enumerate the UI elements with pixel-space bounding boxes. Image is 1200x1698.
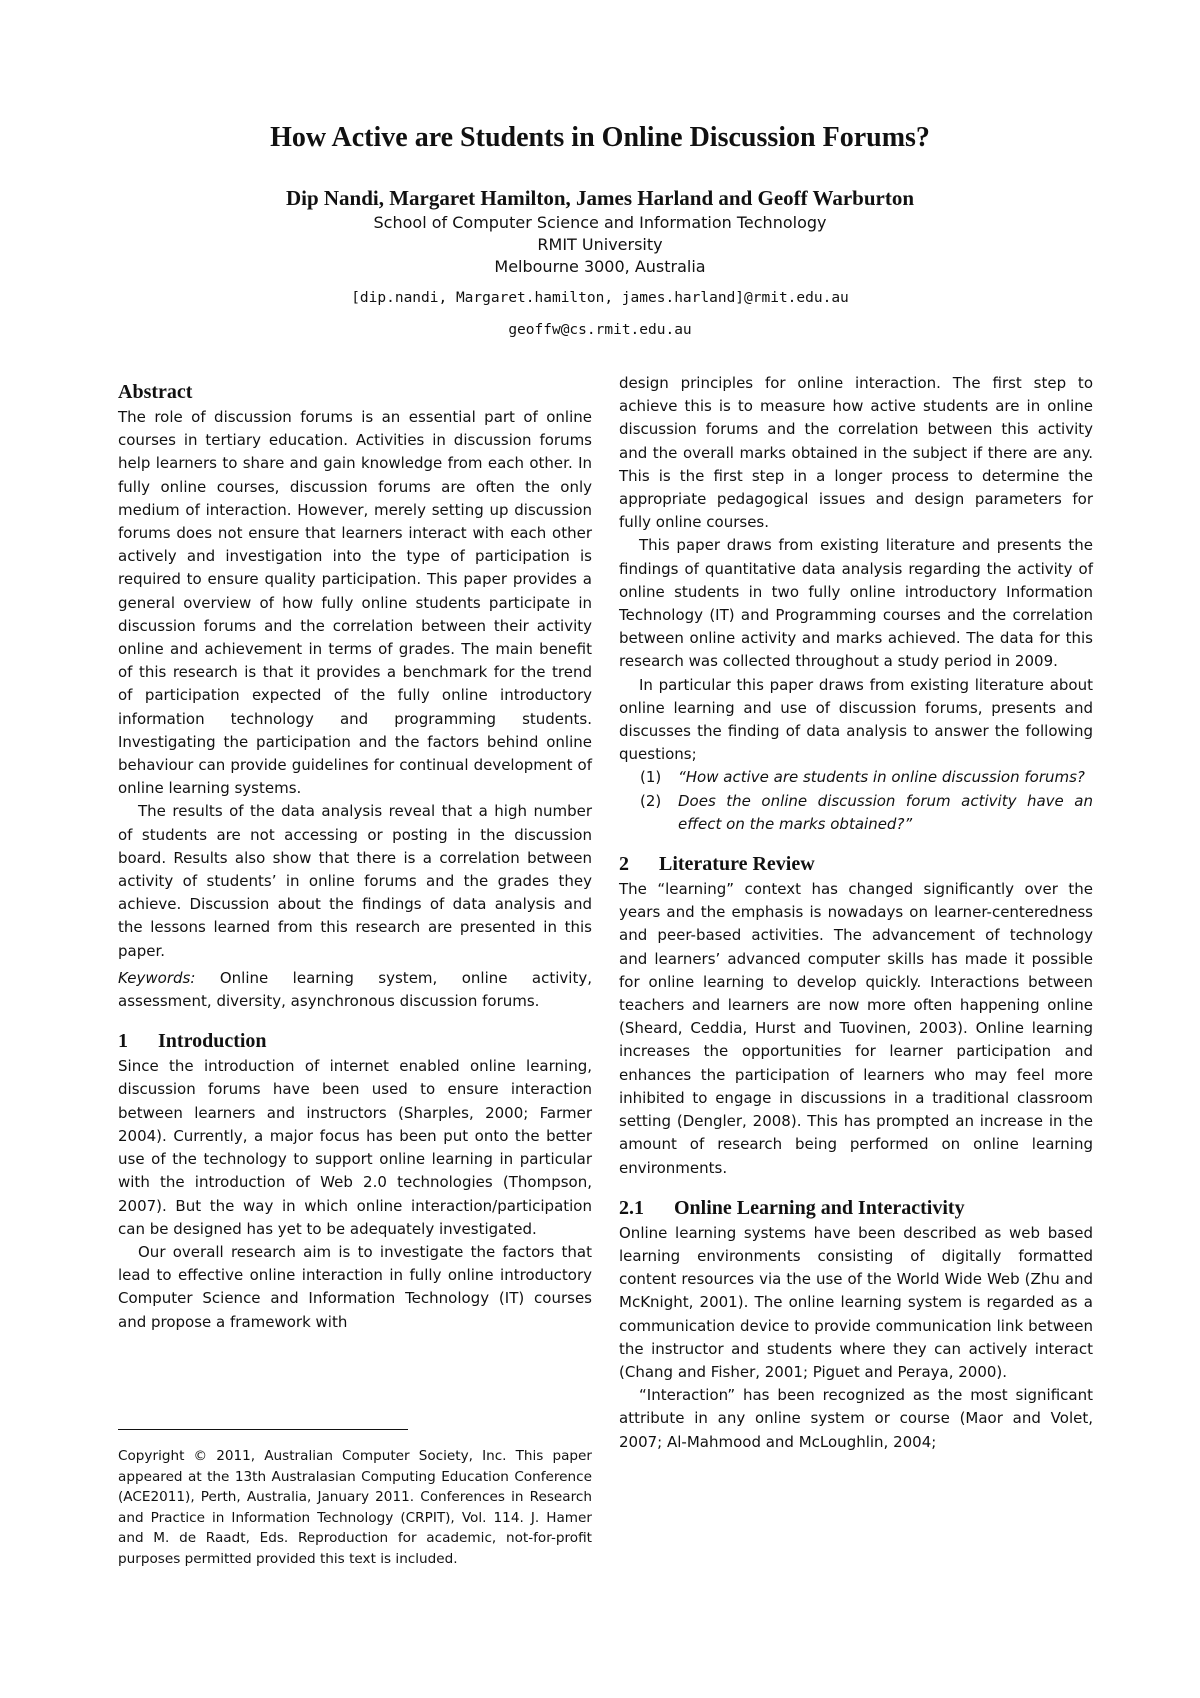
question-text: Does the online discussion forum activity have an effect on the marks obtained?” [678,791,1093,833]
abstract-paragraph: The role of discussion forums is an essential part of online courses in tertiary education. Activities in discussion forums help learners to share and gain knowledge from each other. In fully online courses, discussion forums are often the only medium of interaction. However, merely setting up discussion forums does not ensure that learners interact with each other actively and investigation into the type of participation is required to ensure quality participation. This paper provides a general overview of how fully online students participate in discussion forums and the correlation between their activity online and achievement in terms of grades. The main benefit of this research is that it provides a benchmark for the trend of participation expected of the fully online introductory information technology and programming students. Investigating the participation and the factors behind online behaviour can provide guidelines for continual development of online learning systems. [118,408,592,798]
author-list: Dip Nandi, Margaret Hamilton, James Harland and Geoff Warburton [285,186,915,210]
paper-title: How Active are Students in Online Discussion Forums? [270,122,930,153]
section-title: Introduction [158,1030,267,1053]
abstract-heading: Abstract [118,381,193,403]
subsection-heading-online-learning [619,1194,1093,1222]
abstract-paragraph: The results of the data analysis reveal that a high number of students are not accessing or posting in the discussion board. Results also show that there is a correlation between activity of students’ in online forums and the grades they achieve. Discussion about the findings of data analysis and the lessons learned from this research are presented in this paper. [118,802,592,960]
body-paragraph: Since the introduction of internet enabled online learning, discussion forums have been used to ensure interaction between learners and instructors (Sharples, 2000; Farmer 2004). Currently, a major focus has been put onto the better use of the technology to support online learning in particular with the introduction of Web 2.0 technologies (Thompson, 2007). But the way in which online interaction/participation can be designed has yet to be adequately investigated. [118,1057,592,1238]
copyright-footnote: Copyright © 2011, Australian Computer Society, Inc. This paper appeared at the 13th Australasian Computing Education Conference (ACE2011), Perth, Australia, January 2011. Conferences in Research and Practice in Information Technology (CRPIT), Vol. 114. J. Hamer and M. de Raadt, Eds. Reproduction for academic, not-for-profit purposes permitted provided this text is included. [118,1448,592,1567]
section-number: 2.1 [619,1196,644,1219]
section-title: Online Learning and Interactivity [674,1196,965,1219]
body-paragraph: “Interaction” has been recognized as the most significant attribute in any online system or course (Maor and Volet, 2007; Al-Mahmood and McLoughlin, 2004; [619,1386,1093,1451]
author-email-secondary: geoffw@cs.rmit.edu.au [508,322,692,338]
body-paragraph: The “learning” context has changed significantly over the years and the emphasis is nowadays on learner-centeredness and peer-based activities. The advancement of technology and learners’ advanced computer skills has made it possible for online learning to develop quickly. Interactions between teachers and learners are now more often happening online (Sheard, Ceddia, Hurst and Tuovinen, 2003). Online learning increases the opportunities for learner participation and enhances the participation of learners who may feel more inhibited to engage in discussions in a traditional classroom setting (Dengler, 2008). This has prompted an increase in the amount of research being performed on online learning environments. [619,880,1093,1177]
research-questions [619,766,1093,836]
section-number: 1 [118,1030,128,1053]
section-title: Literature Review [659,853,815,876]
question-number: (2) [640,791,662,810]
list-item [619,790,1093,836]
keywords-label: Keywords: [118,968,196,987]
body-paragraph: Online learning systems have been described as web based learning environments consisting of digitally formatted content resources via the use of the World Wide Web (Zhu and McKnight, 2001). The online learning system is regarded as a communication device to provide communication link between the instructor and students where they can actively interact (Chang and Fisher, 2001; Piguet and Peraya, 2000). [619,1223,1093,1381]
keywords [118,967,592,1013]
section-heading-literature-review [619,850,1093,878]
body-paragraph: design principles for online interaction. The first step to achieve this is to measure how active students are in online discussion forums and the correlation between this activity and the overall marks obtained in the subject if there are any. This is the first step in a longer process to determine the appropriate pedagogical issues and design parameters for fully online courses. [619,374,1093,532]
section-heading-introduction [118,1027,592,1055]
question-number: (1) [640,768,662,787]
question-text: “How active are students in online discussion forums? [678,768,1085,787]
footnote-rule [118,1429,408,1430]
right-column [619,372,1093,1454]
body-paragraph: In particular this paper draws from existing literature about online learning and use of discussion forums, presents and discusses the finding of data analysis to answer the following questions; [619,675,1093,764]
section-number: 2 [619,853,629,876]
left-column [118,378,592,1334]
affiliation-school: School of Computer Science and Information Technology [373,213,827,232]
body-paragraph: Our overall research aim is to investigate the factors that lead to effective online interaction in fully online introductory Computer Science and Information Technology (IT) courses and propose a framework with [118,1242,592,1331]
keywords-text: Online learning system, online activity, assessment, diversity, asynchronous discussion forums. [118,968,592,1011]
list-item [619,766,1093,789]
affiliation-location: Melbourne 3000, Australia [494,257,706,276]
author-emails: [dip.nandi, Margaret.hamilton, james.harland]@rmit.edu.au [351,290,849,306]
body-paragraph: This paper draws from existing literature and presents the findings of quantitative data analysis regarding the activity of online students in two fully online introductory Information Technology (IT) and Programming courses and the correlation between online activity and marks achieved. The data for this research was collected throughout a study period in 2009. [619,536,1093,671]
affiliation-university: RMIT University [537,235,663,254]
